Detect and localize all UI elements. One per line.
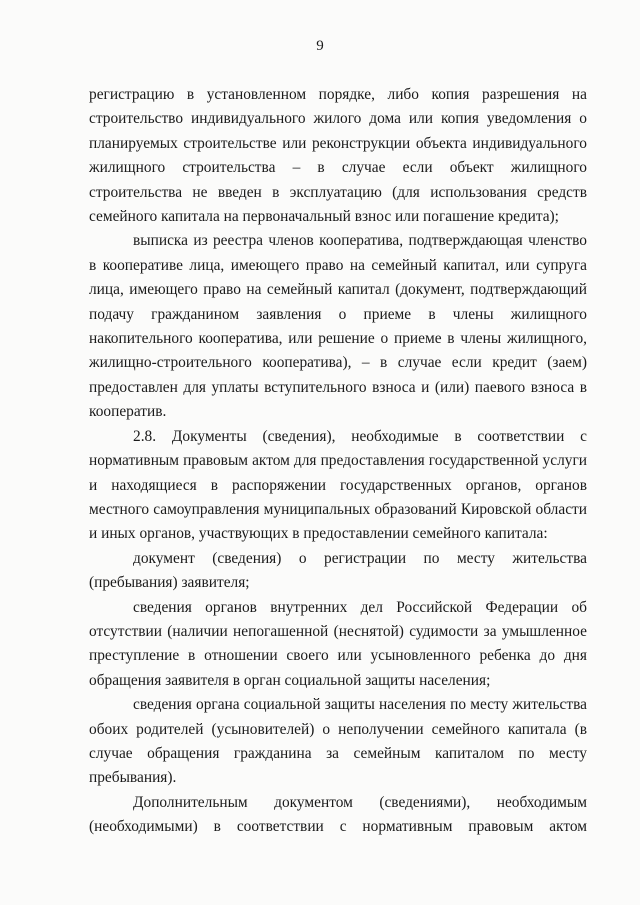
page-number: 9 bbox=[316, 38, 324, 54]
paragraph-registration-document: документ (сведения) о регистрации по месту жительства (пребывания) заявителя; bbox=[89, 549, 587, 592]
paragraph-cooperative-extract: выписка из реестра членов кооператива, подтверждающая членство в кооперативе лица, имеющего право на семейный капитал, или супруга лица, имеющего право на семейный капитал (документ, подтверждающий подачу гражданином заявления о приеме в члены жилищного накопительного кооператива, или решение о приеме в члены жилищного, жилищно-строительного кооператива), – в случае если кредит (заем) предоставлен для уплаты вступительного взноса и (или) паевого взноса в кооператив. bbox=[89, 232, 587, 421]
paragraph-police-records: сведения органов внутренних дел Российской Федерации об отсутствии (наличии непогашенной (неснятой) судимости за умышленное преступление в отношении своего или усыновленного ребенка до дня обращения заявителя в орган социальной защиты населения; bbox=[89, 598, 587, 689]
document-body bbox=[89, 83, 587, 840]
paragraph-social-protection: сведения органа социальной защиты населения по месту жительства обоих родителей (усыновителей) о неполучении семейного капитала (в случае обращения гражданина за семейным капиталом по месту пребывания). bbox=[89, 696, 587, 787]
paragraph-section-2-8: 2.8. Документы (сведения), необходимые в соответствии с нормативным правовым актом для предоставления государственной услуги и находящиеся в распоряжении государственных органов, органов местного самоуправления муниципальных образований Кировской области и иных органов, участвующих в предоставлении семейного капитала: bbox=[89, 427, 587, 543]
paragraph-additional-document: Дополнительным документом (сведениями), необходимым (необходимыми) в соответствии с нормативным правовым актом bbox=[89, 793, 587, 836]
paragraph-continuation: регистрацию в установленном порядке, либо копия разрешения на строительство индивидуального жилого дома или копия уведомления о планируемых строительстве или реконструкции объекта индивидуального жилищного строительства – в случае если объект жилищного строительства не введен в эксплуатацию (для использования средств семейного капитала на первоначальный взнос или погашение кредита); bbox=[89, 86, 587, 226]
